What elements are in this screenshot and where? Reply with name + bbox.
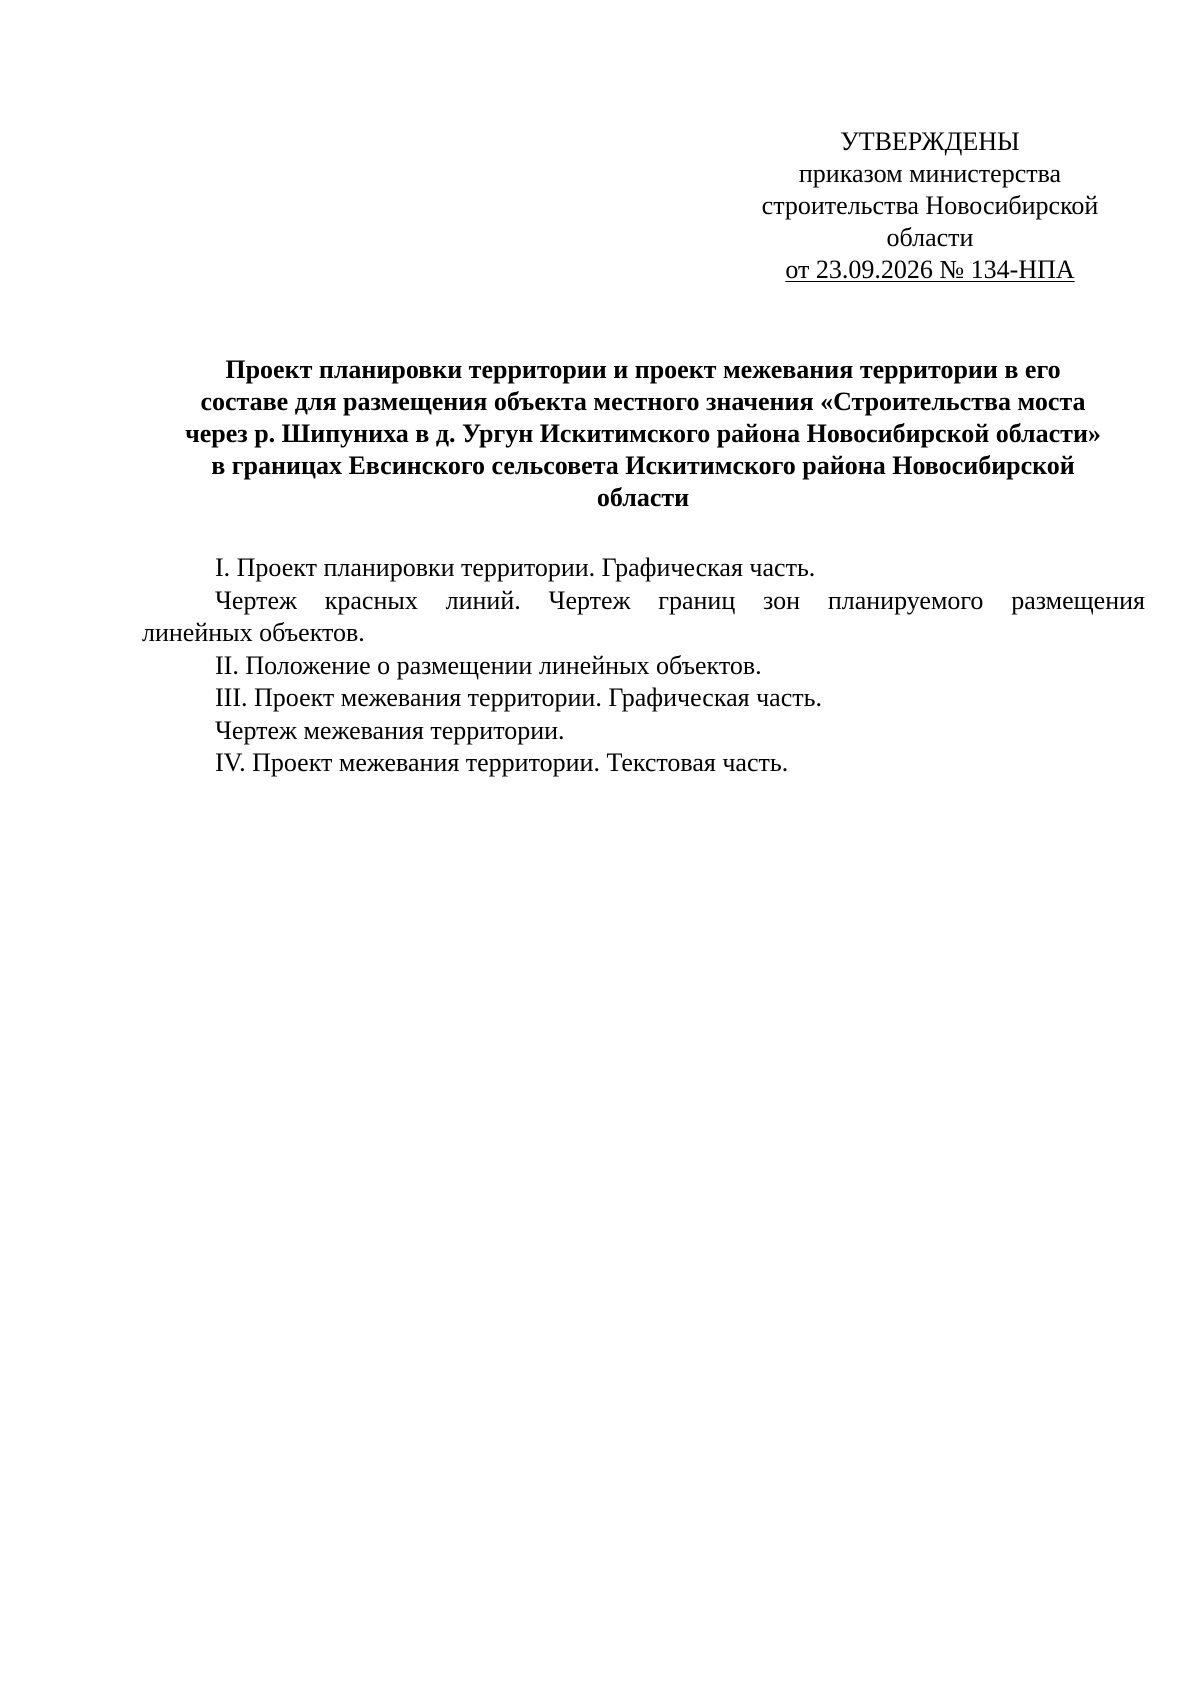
contents-item-5: Чертеж межевания территории.	[215, 715, 565, 745]
contents-item-2-line-1: Чертеж красных линий. Чертеж границ зон планируемого размещения	[215, 585, 1145, 615]
approval-line: области	[886, 223, 974, 252]
document-title	[138, 354, 1148, 514]
title-line: Проект планировки территории и проект межевания территории в его	[225, 355, 1061, 384]
contents-item-3: II. Положение о размещении линейных объектов.	[215, 650, 762, 680]
contents-item-2-line-2: линейных объектов.	[142, 618, 365, 647]
approval-order-reference: от 23.09.2026 № 134-НПА	[785, 255, 1075, 284]
approval-line: приказом министерства	[798, 159, 1062, 188]
contents-item-4: III. Проект межевания территории. Графическая часть.	[215, 683, 822, 712]
title-line: составе для размещения объекта местного значения «Строительства моста	[200, 387, 1086, 416]
approval-line: строительства Новосибирской	[761, 191, 1099, 220]
title-line: через р. Шипуниха в д. Ургун Искитимского района Новосибирской области»	[185, 419, 1101, 448]
approval-stamp	[740, 126, 1120, 286]
contents-item-1: I. Проект планировки территории. Графическая часть.	[215, 553, 816, 582]
approval-heading: УТВЕРЖДЕНЫ	[840, 127, 1020, 156]
contents-item-6: IV. Проект межевания территории. Текстовая часть.	[215, 748, 789, 777]
title-line: области	[596, 483, 690, 512]
title-line: в границах Евсинского сельсовета Искитимского района Новосибирской	[211, 451, 1075, 480]
contents-list	[142, 552, 1145, 780]
